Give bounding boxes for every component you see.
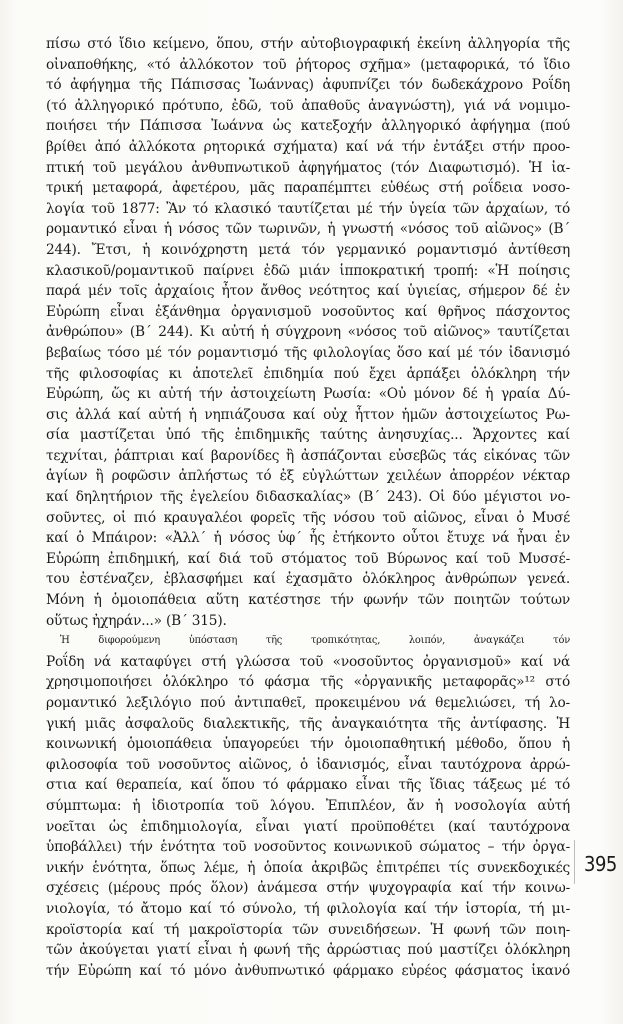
- text-line: κλασικοῦ/ρομαντικοῦ παίρνει ἐδῶ μιάν ἱπποκρατική τροπή: «Ἡ ποίησις: [46, 262, 570, 279]
- text-line: βεβαίως τόσο μέ τόν ρομαντισμό τῆς φιλολογίας ὅσο καί μέ τόν ἰδανισμό: [46, 344, 570, 361]
- page-number: 395: [584, 852, 617, 876]
- text-line: Μόνη ἡ ὁμοιοπάθεια αὕτη κατέστησε τήν φωνήν τῶν ποιητῶν τούτων: [46, 592, 570, 609]
- text-line: τρική μεταφορά, ἀφετέρου, μᾶς παραπέμπτει εὐθέως στή ροΐδεια νοσο-: [46, 180, 570, 197]
- text-line: του ἐστέναζεν, ἐβλασφήμει καί ἐχασμᾶτο ὁλόκληρος ἀνθρώπων γενεά.: [46, 571, 570, 588]
- text-line: σοῦντες, οἱ πιό κραυγαλέοι φορεῖς τῆς νόσου τοῦ αἰῶνος, εἶναι ὁ Μυσέ: [46, 509, 570, 526]
- text-line: νοεῖται ὡς ἐπιδημιολογία, εἶναι γιατί προϋποθέτει (καί ταυτόχρονα: [46, 818, 570, 835]
- text-line: ἁγίων ἢ ροφῶσιν ἀπλήστως τό ἐξ εὐγλώττων χειλέων ἀπορρέον νέκταρ: [46, 468, 570, 485]
- text-line: φιλοσοφία τοῦ νοσοῦντος αἰῶνος, ὁ ἰδανισμός, εἶναι ταυτόχρονα ἀρρώ-: [46, 756, 570, 773]
- text-line: νιολογία, τό ἄτομο καί τό σύνολο, τή φιλολογία καί τήν ἱστορία, τή μι-: [46, 900, 570, 917]
- text-line: [46, 981, 570, 1002]
- text-line: κροϊστορία καί τή μακροϊστορία τῶν συνειδήσεων. Ἡ φωνή τῶν ποιη-: [46, 921, 570, 938]
- text-line: καί δηλητήριον τῆς ἐγελείου διδασκαλίας» (Β´ 243). Οἱ δύο μέγιστοι νο-: [46, 489, 570, 506]
- text-line: τεχνίται, ῥάπτριαι καί βαρονίδες ἢ ἀσπάζονται εὐσεβῶς τάς εἰκόνας τῶν: [46, 447, 570, 464]
- text-line: τῆς φιλοσοφίας κι ἀποτελεῖ ἐπιδημία πού ἔχει ἁρπάξει ὁλόκληρη τήν: [46, 365, 570, 382]
- text-line: νικήν ἑνότητα, ὅπως λέμε, ἡ ὁποία ἀκριβῶς ἐπιτρέπει τίς συνεκδοχικές: [46, 859, 570, 876]
- text-line: ρομαντικό λεξιλόγιο πού ἀντιπαθεῖ, προκειμένου νά θεμελιώσει, τή λο-: [46, 695, 570, 711]
- text-line: γική μιᾶς ἀσφαλοῦς διαλεκτικῆς, τῆς ἀναγκαιότητα τῆς ἀντίφασης. Ἡ: [46, 715, 570, 732]
- text-line: ρομαντικό εἶναι ἡ νόσος τῶν τωρινῶν, ἡ γνωστή «νόσος τοῦ αἰῶνος» (Β´: [46, 221, 570, 238]
- text-line: Εὐρώπη, ὥς κι αὐτή τήν ἀστοιχείωτη Ρωσία: «Οὐ μόνον δέ ἡ γραία Δύ-: [46, 386, 570, 403]
- text-line: βρίθει ἀπό ἀλλόκοτα ρητορικά σχήματα) καί νά τήν ἐντάξει στήν προο-: [46, 138, 570, 155]
- margin-rule: [574, 840, 575, 884]
- text-line: καί ὁ Μπάιρον: «Ἀλλ´ ἡ νόσος ὑφ´ ἧς ἐτήκοντο οὗτοι ἔτυχε νά ἦναι ἐν: [46, 530, 570, 547]
- text-line: Ροΐδη νά καταφύγει στή γλώσσα τοῦ «νοσοῦντος ὀργανισμοῦ» καί νά: [46, 653, 570, 670]
- text-line: οἰναποθήκης, «τό ἀλλόκοτον τοῦ ῥήτορος σχῆμα» (μεταφορικά, τό ἴδιο: [46, 56, 570, 73]
- text-line: ἀνθρώπου» (Β´ 244). Κι αὐτή ἡ σύγχρονη «νόσος τοῦ αἰῶνος» ταυτίζεται: [46, 324, 570, 341]
- text-line: σύμπτωμα: ἡ ἰδιοτροπία τοῦ λόγου. Ἐπιπλέον, ἄν ἡ νοσολογία αὐτή: [46, 797, 570, 814]
- text-line: κοινωνική ὁμοιοπάθεια ὑπαγορεύει τήν ὁμοιοπαθητική μέθοδο, ὅπου ἡ: [46, 736, 570, 753]
- text-line: σχέσεις (μέρους πρός ὅλον) ἀνάμεσα στήν ψυχογραφία καί τήν κοινω-: [46, 880, 570, 897]
- text-line: τῶν ἀκούγεται γιατί εἶναι ἡ φωνή τῆς ἀρρώστιας πού μαστίζει ὁλόκληρη: [46, 942, 570, 959]
- text-line: οὕτως ἠχηράν...» (Β´ 315).: [46, 612, 227, 629]
- text-line: πτική τοῦ μεγάλου ἀνθυπνωτικοῦ ἀφηγήματος (τόν Διαφωτισμό). Ἡ ἰα-: [46, 159, 570, 176]
- text-line: 244). Ἔτσι, ἡ κοινόχρηστη μετά τόν γερμανικό ρομαντισμό ἀντίθεση: [46, 241, 570, 258]
- text-line: παρά μέν τοῖς ἀρχαίοις ἦτον ἄνθος νεότητος καί ὑγιείας, σήμερον δέ ἐν: [46, 283, 570, 300]
- text-line: τήν Εὐρώπη καί τό μόνο ἀνθυπνωτικό φάρμακο εὐρέος φάσματος ἱκανό: [46, 962, 570, 979]
- text-line: ὑποβάλλει) τήν ἑνότητα τοῦ νοσοῦντος κοινωνικοῦ σώματος – τήν ὀργα-: [46, 839, 570, 856]
- text-line: χρησιμοποιήσει ὁλόκληρο τό φάσμα τῆς «ὀργανικῆς μεταφορᾶς»¹² στό: [46, 674, 570, 691]
- text-line: σία μαστίζεται ὑπό τῆς ἐπιδημικῆς ταύτης ἀνησυχίας... Ἄρχοντες καί: [46, 427, 570, 444]
- text-line: πίσω στό ἴδιο κείμενο, ὅπου, στήν αὐτοβιογραφική ἐκείνη ἀλληγορία τῆς: [46, 36, 570, 52]
- text-line: Εὐρώπη ἐπιδημική, καί διά τοῦ στόματος τοῦ Βύρωνος καί τοῦ Μυσσέ-: [46, 550, 570, 567]
- text-line: Εὐρώπη εἶναι ἐξάνθημα ὀργανισμοῦ νοσοῦντος καί θρῆνος πάσχοντος: [46, 303, 570, 320]
- text-line: τό ἀφήγημα τῆς Πάπισσας Ἰωάννας) ἀφυπνίζει τόν δωδεκάχρονο Ροΐδη: [46, 77, 570, 94]
- text-line: ποιήσει τήν Πάπισσα Ἰωάννα ὡς κατεξοχήν ἀλληγορικό ἀφήγημα (πού: [46, 118, 570, 135]
- text-line: Ἡ διφορούμενη ὑπόσταση τῆς τροπικότητας, λοιπόν, ἀναγκάζει τόν: [60, 635, 570, 647]
- text-line: λογία τοῦ 1877: Ἂν τό κλασικό ταυτίζεται μέ τήν ὑγεία τῶν ἀρχαίων, τό: [46, 200, 570, 217]
- text-line: σις ἀλλά καί αὐτή ἡ νηπιάζουσα καί οὐχ ἧττον ἡμῶν ἀστοιχείωτος Ρω-: [46, 406, 570, 423]
- text-line: στια καί θεραπεία, καί ὅπου τό φάρμακο εἶναι τῆς ἴδιας τάξεως μέ τό: [46, 777, 570, 794]
- text-line: (τό ἀλληγορικό πρότυπο, ἐδῶ, τοῦ ἀπαθοῦς ἀναγνώστη), γιά νά νομιμο-: [46, 97, 570, 114]
- body-text: [46, 34, 570, 1002]
